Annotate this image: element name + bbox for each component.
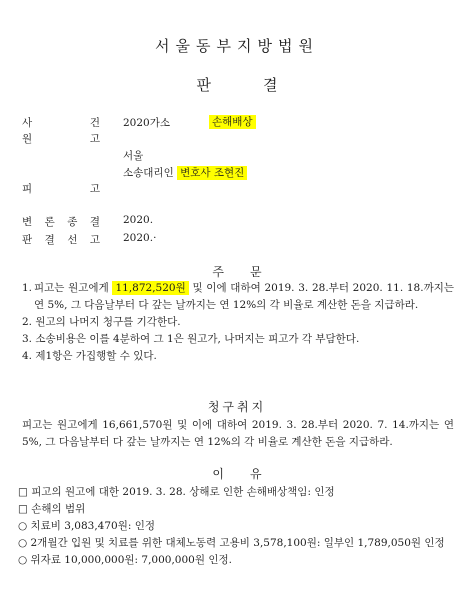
representative-name: 변호사 조현진: [177, 166, 247, 180]
plaintiff-label: 원 고: [22, 133, 100, 145]
closing-date-value: 2020.: [123, 214, 154, 226]
reason-line: □ 피고의 원고에 대한 2019. 3. 28. 상해로 인한 손해배상책임: 인정: [18, 486, 335, 498]
reasons-heading: 이 유: [212, 467, 262, 481]
document-title-char: 판: [196, 76, 211, 94]
order-item-1: 1. 피고는 원고에게 11,872,520원 및 이에 대하여 2019. 3. 28.부터 2020. 11. 18.까지는 연 5%, 그 다음날부터 다 갚는 날까지는 연 12%의 각 비율로 계산한 돈을 지급하라.: [22, 280, 454, 314]
order-list: [22, 280, 454, 365]
document-title: [0, 74, 474, 95]
ruling-date-mark: ·: [153, 232, 157, 244]
defendant-label: 피 고: [22, 183, 100, 195]
order-item-4: 4. 제1항은 가집행할 수 있다.: [22, 350, 157, 362]
reason-line: ○ 2개월간 입원 및 치료를 위한 대체노동력 고용비 3,578,100원: 일부인 1,789,050원 인정: [18, 537, 445, 549]
reasons-list: [18, 484, 458, 569]
claim-text: 피고는 원고에게 16,661,570원 및 이에 대하여 2019. 3. 28.부터 2020. 7. 14.까지는 연 5%, 그 다음날부터 다 갚는 날까지는 연 12%의 각 비율로 계산한 돈을 지급하라.: [22, 419, 454, 448]
court-name: 서울동부지방법원: [155, 37, 319, 55]
plaintiff-representative: [123, 165, 247, 180]
document-title-char: 결: [263, 76, 278, 94]
case-name: [209, 114, 256, 129]
order-heading: 주 문: [212, 265, 262, 279]
order-item-3: 3. 소송비용은 이를 4분하여 그 1은 원고가, 나머지는 피고가 각 부담한다.: [22, 333, 360, 345]
representative-prefix: 소송대리인: [123, 167, 174, 179]
plaintiff-address: 서울: [123, 150, 144, 162]
ruling-date-label: 판 결 선 고: [22, 234, 100, 246]
order-item-number: 1.: [22, 282, 33, 294]
claim-heading: 청구취지: [207, 400, 267, 414]
order-item-2: 2. 원고의 나머지 청구를 기각한다.: [22, 316, 181, 328]
case-name-highlight: 손해배상: [209, 115, 256, 129]
ruling-date-value: 2020.·: [123, 232, 157, 244]
reason-line: ○ 위자료 10,000,000원: 7,000,000원 인정.: [18, 554, 232, 566]
closing-date-label: 변 론 종 결: [22, 216, 100, 228]
case-number: 2020가소: [123, 117, 171, 129]
reason-line: ○ 치료비 3,083,470원: 인정: [18, 520, 156, 532]
awarded-amount-highlight: 11,872,520원: [112, 281, 188, 295]
case-label: 사 건: [22, 117, 100, 129]
reason-line: □ 손해의 범위: [18, 503, 86, 515]
